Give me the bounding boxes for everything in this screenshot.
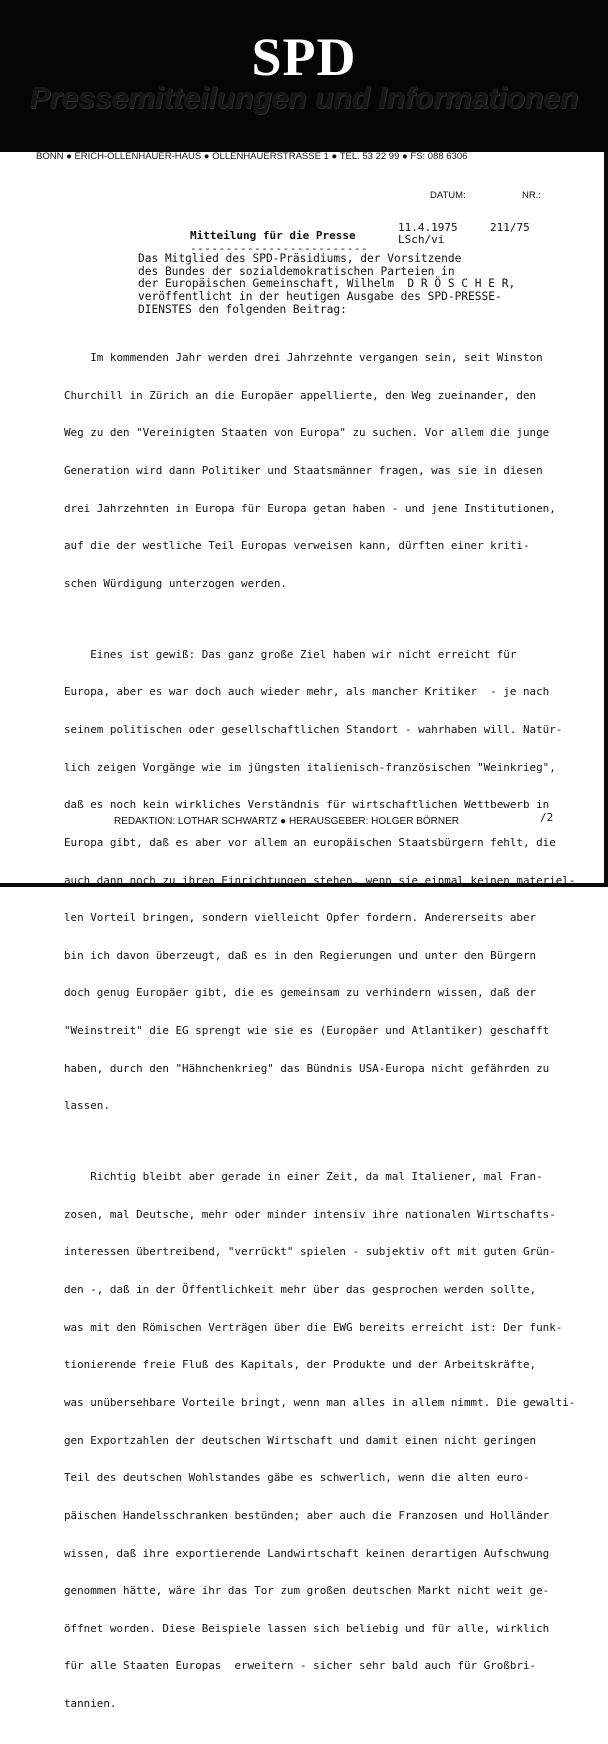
body-line: Europa, aber es war doch auch wieder mehr, als mancher Kritiker - je nach bbox=[64, 685, 550, 699]
body-line: Im kommenden Jahr werden drei Jahrzehnte vergangen sein, seit Winston bbox=[64, 351, 543, 365]
body-line: öffnet worden. Diese Beispiele lassen sich beliebig und für alle, wirklich bbox=[64, 1621, 550, 1635]
paragraph bbox=[64, 1146, 584, 1736]
intro-line: des Bundes der sozialdemokratischen Parteien in bbox=[138, 264, 455, 278]
headline: Mitteilung für die Presse bbox=[190, 229, 356, 242]
body-line: Europa gibt, daß es aber vor allem an europäischen Staatsbürgern fehlt, die bbox=[64, 835, 556, 849]
intro-line: veröffentlicht in der heutigen Ausgabe des SPD-PRESSE- bbox=[138, 290, 502, 304]
scan-edge-right bbox=[604, 152, 608, 887]
body-line: lich zeigen Vorgänge wie im jüngsten italienisch-französischen "Weinkrieg", bbox=[64, 760, 556, 774]
footer-credits: REDAKTION: LOTHAR SCHWARTZ ● HERAUSGEBER: HOLGER BÖRNER bbox=[114, 816, 459, 827]
datum-label: DATUM: bbox=[430, 190, 466, 201]
intro-block bbox=[138, 253, 558, 317]
body-line: den -, daß in der Öffentlichkeit mehr über das gesprochen werden sollte, bbox=[64, 1283, 537, 1297]
intro-line: Das Mitglied des SPD-Präsidiums, der Vorsitzende bbox=[138, 252, 462, 265]
spd-logo: SPD bbox=[251, 27, 357, 87]
body-line: Eines ist gewiß: Das ganz große Ziel haben wir nicht erreicht für bbox=[64, 647, 517, 661]
release-number: 211/75 bbox=[490, 221, 530, 234]
body-line: zosen, mal Deutsche, mehr oder minder intensiv ihre nationalen Wirtschafts- bbox=[64, 1207, 556, 1221]
paragraph bbox=[64, 327, 584, 616]
body-line: Churchill in Zürich an die Europäer appellierte, den Weg zueinander, den bbox=[64, 388, 537, 402]
body-line: Teil des deutschen Wohlstandes gäbe es schwerlich, wenn die alten euro- bbox=[64, 1471, 530, 1485]
body-line: doch genug Europäer gibt, die es gemeinsam zu verhindern wissen, daß der bbox=[64, 986, 537, 1000]
page-continuation-marker: /2 bbox=[540, 811, 554, 824]
body-line: tionierende freie Fluß des Kapitals, der Produkte und der Arbeitskräfte, bbox=[64, 1358, 537, 1372]
headline-underline: ------------------------- bbox=[190, 242, 369, 255]
masthead-subtitle: Pressemitteilungen und Informationen bbox=[30, 82, 579, 115]
body-line: päischen Handelsschranken bestünden; aber auch die Franzosen und Holländer bbox=[64, 1508, 550, 1522]
body-line: schen Würdigung unterzogen werden. bbox=[64, 576, 287, 590]
body-line: Generation wird dann Politiker und Staatsmänner fragen, was sie in diesen bbox=[64, 464, 543, 478]
article-body bbox=[64, 327, 584, 1744]
body-line: auf die der westliche Teil Europas verweisen kann, dürften einer kriti- bbox=[64, 539, 530, 553]
body-line: haben, durch den "Hähnchenkrieg" das Bündnis USA-Europa nicht gefährden zu bbox=[64, 1061, 550, 1075]
masthead bbox=[0, 0, 608, 152]
body-line: daß es noch kein wirkliches Verständnis für wirtschaftlichen Wettbewerb in bbox=[64, 798, 550, 812]
reference-code: LSch/vi bbox=[398, 233, 445, 246]
body-line: drei Jahrzehnten in Europa für Europa getan haben - und jene Institutionen, bbox=[64, 501, 556, 515]
body-line: Richtig bleibt aber gerade in einer Zeit, da mal Italiener, mal Fran- bbox=[64, 1170, 543, 1184]
body-line: genommen hätte, wäre ihr das Tor zum großen deutschen Markt nicht weit ge- bbox=[64, 1584, 550, 1598]
body-line: tannien. bbox=[64, 1697, 117, 1711]
body-line: interessen übertreibend, "verrückt" spielen - subjektiv oft mit guten Grün- bbox=[64, 1245, 556, 1259]
body-line: lassen. bbox=[64, 1099, 110, 1113]
nr-label: NR.: bbox=[522, 190, 541, 201]
body-line: seinem politischen oder gesellschaftlichen Standort - wahrhaben will. Natür- bbox=[64, 722, 563, 736]
address-line: BONN ● ERICH-OLLENHAUER-HAUS ● OLLENHAUERSTRASSE 1 ● TEL. 53 22 99 ● FS: 088 6306 bbox=[36, 151, 468, 162]
intro-line: DIENSTES den folgenden Beitrag: bbox=[138, 302, 347, 316]
release-date: 11.4.1975 bbox=[398, 221, 458, 234]
body-line: für alle Staaten Europas erweitern - sicher sehr bald auch für Großbri- bbox=[64, 1659, 537, 1673]
paragraph bbox=[64, 624, 584, 1138]
body-line: wissen, daß ihre exportierende Landwirtschaft keinen derartigen Aufschwung bbox=[64, 1546, 550, 1560]
body-line: gen Exportzahlen der deutschen Wirtschaft und damit einen nicht geringen bbox=[64, 1433, 537, 1447]
body-line: "Weinstreit" die EG sprengt wie sie es (Europäer und Atlantiker) geschafft bbox=[64, 1024, 550, 1038]
body-line: Weg zu den "Vereinigten Staaten von Europa" zu suchen. Vor allem die junge bbox=[64, 426, 550, 440]
intro-line: der Europäischen Gemeinschaft, Wilhelm D R Ö S C H E R, bbox=[138, 277, 516, 291]
body-line: was mit den Römischen Verträgen über die EWG bereits erreicht ist: Der funk- bbox=[64, 1320, 563, 1334]
body-line: auch dann noch zu ihren Einrichtungen stehen, wenn sie einmal keinen materiel- bbox=[64, 873, 576, 887]
body-line: len Vorteil bringen, sondern vielleicht Opfer fordern. Andererseits aber bbox=[64, 911, 537, 925]
body-line: was unübersehbare Vorteile bringt, wenn man alles in allem nimmt. Die gewalti- bbox=[64, 1395, 576, 1409]
body-line: bin ich davon überzeugt, daß es in den Regierungen und unter den Bürgern bbox=[64, 948, 537, 962]
